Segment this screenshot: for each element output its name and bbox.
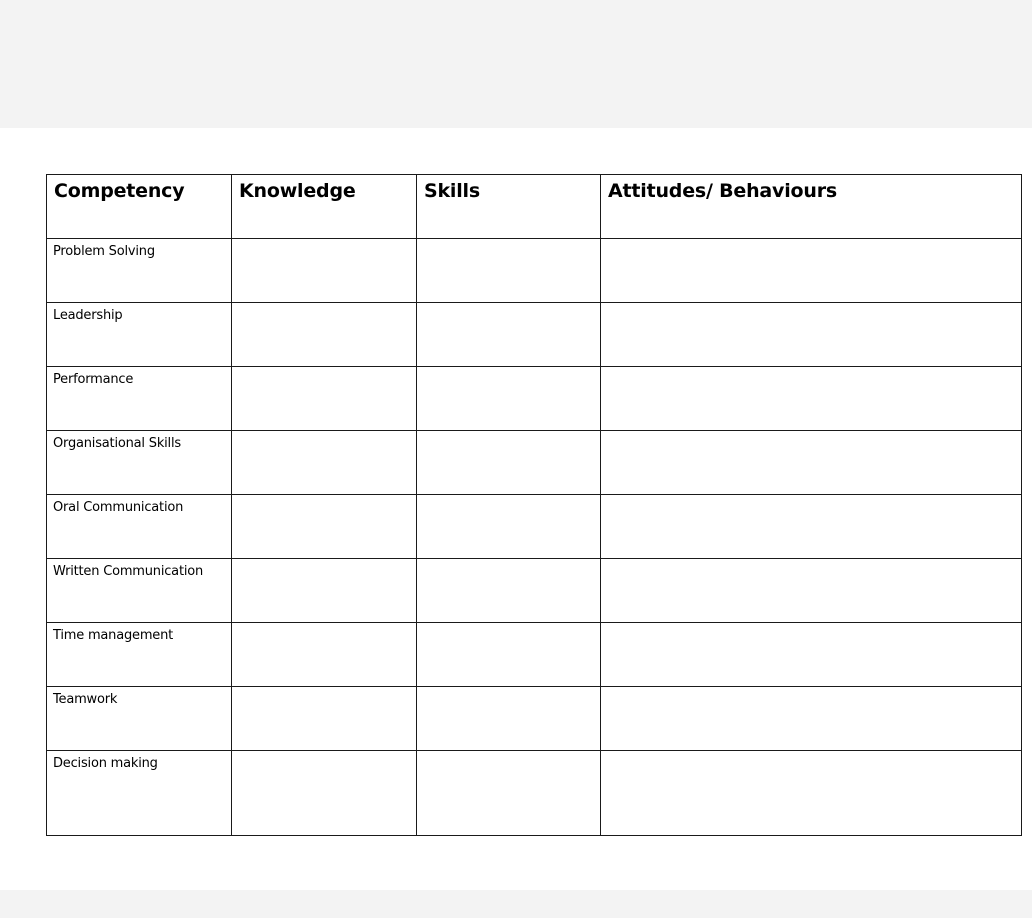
knowledge-cell[interactable] — [232, 367, 417, 431]
attitudes-cell[interactable] — [601, 239, 1022, 303]
header-skills: Skills — [417, 175, 601, 239]
competency-cell: Performance — [47, 367, 232, 431]
attitudes-cell[interactable] — [601, 751, 1022, 836]
competency-cell: Problem Solving — [47, 239, 232, 303]
skills-cell[interactable] — [417, 239, 601, 303]
knowledge-cell[interactable] — [232, 239, 417, 303]
knowledge-cell[interactable] — [232, 559, 417, 623]
knowledge-cell[interactable] — [232, 303, 417, 367]
knowledge-cell[interactable] — [232, 623, 417, 687]
attitudes-cell[interactable] — [601, 687, 1022, 751]
competency-cell: Leadership — [47, 303, 232, 367]
knowledge-cell[interactable] — [232, 687, 417, 751]
skills-cell[interactable] — [417, 303, 601, 367]
competency-cell: Written Communication — [47, 559, 232, 623]
attitudes-cell[interactable] — [601, 559, 1022, 623]
table-row — [47, 239, 1022, 303]
header-knowledge: Knowledge — [232, 175, 417, 239]
header-attitudes-behaviours: Attitudes/ Behaviours — [601, 175, 1022, 239]
attitudes-cell[interactable] — [601, 623, 1022, 687]
skills-cell[interactable] — [417, 367, 601, 431]
knowledge-cell[interactable] — [232, 751, 417, 836]
competency-table — [46, 174, 1022, 836]
skills-cell[interactable] — [417, 559, 601, 623]
table-row — [47, 367, 1022, 431]
attitudes-cell[interactable] — [601, 367, 1022, 431]
attitudes-cell[interactable] — [601, 303, 1022, 367]
table-row — [47, 303, 1022, 367]
header-competency: Competency — [47, 175, 232, 239]
table-header-row — [47, 175, 1022, 239]
skills-cell[interactable] — [417, 751, 601, 836]
skills-cell[interactable] — [417, 431, 601, 495]
table-row — [47, 495, 1022, 559]
competency-cell: Teamwork — [47, 687, 232, 751]
table-row — [47, 687, 1022, 751]
competency-cell: Oral Communication — [47, 495, 232, 559]
attitudes-cell[interactable] — [601, 495, 1022, 559]
knowledge-cell[interactable] — [232, 495, 417, 559]
bottom-gray-band — [0, 890, 1032, 918]
competency-cell: Time management — [47, 623, 232, 687]
table-row — [47, 559, 1022, 623]
attitudes-cell[interactable] — [601, 431, 1022, 495]
skills-cell[interactable] — [417, 687, 601, 751]
table-row — [47, 431, 1022, 495]
skills-cell[interactable] — [417, 623, 601, 687]
table-row — [47, 751, 1022, 836]
skills-cell[interactable] — [417, 495, 601, 559]
top-gray-band — [0, 0, 1032, 128]
competency-cell: Organisational Skills — [47, 431, 232, 495]
knowledge-cell[interactable] — [232, 431, 417, 495]
competency-cell: Decision making — [47, 751, 232, 836]
table-row — [47, 623, 1022, 687]
